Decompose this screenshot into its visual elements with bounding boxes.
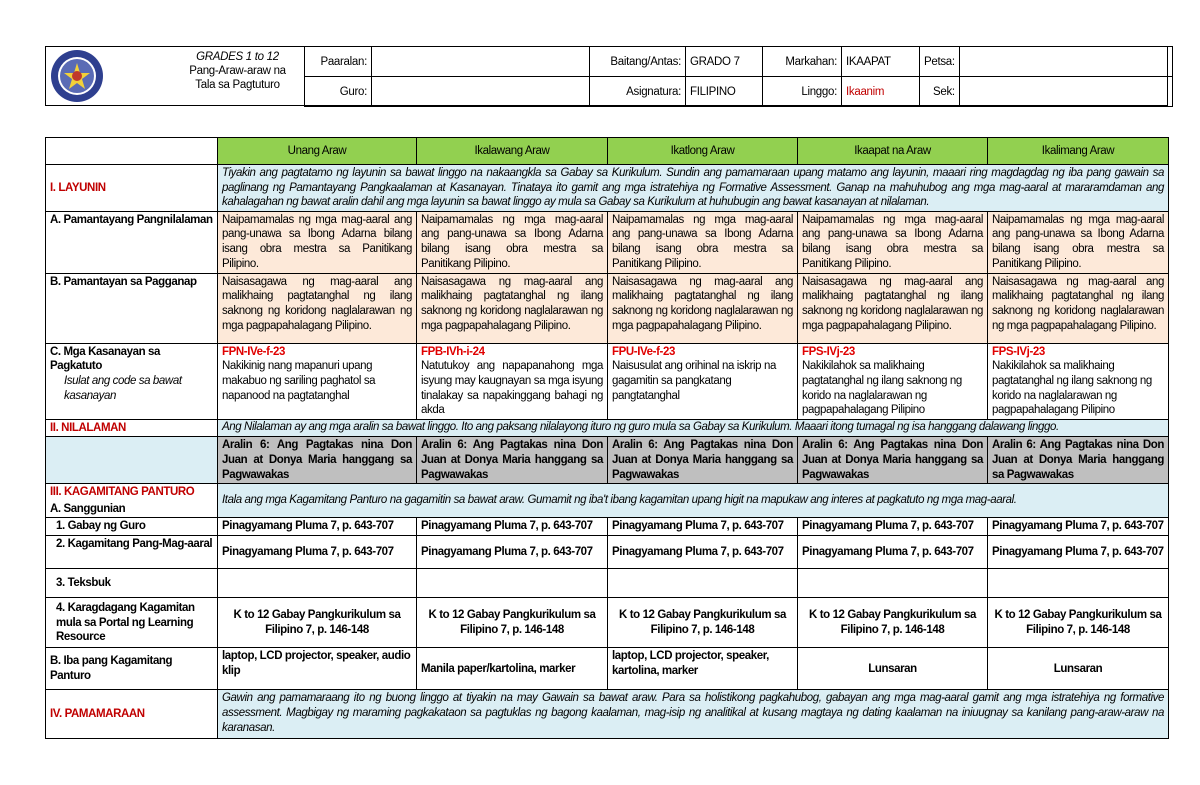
markahan-label: Markahan: <box>763 47 842 77</box>
gabay-day-2: Pinagyamang Pluma 7, p. 643-707 <box>417 518 608 536</box>
title-daily: Pang-Araw-araw na <box>189 65 286 77</box>
gabay-label: 1. Gabay ng Guro <box>46 518 218 536</box>
kasanayan-label: C. Mga Kasanayan sa Pagkatuto <box>50 345 161 373</box>
guro-field[interactable] <box>372 77 590 107</box>
day-2-header: Ikalawang Araw <box>417 138 608 165</box>
pagganap-label: B. Pamantayan sa Pagganap <box>46 273 218 343</box>
kasanayan-code: FPS-IVj-23 <box>802 345 855 358</box>
aralin-label-cell <box>46 437 218 484</box>
layunin-label: I. LAYUNIN <box>46 165 218 212</box>
gabay-day-1: Pinagyamang Pluma 7, p. 643-707 <box>218 518 417 536</box>
pangmag-label: 2. Kagamitang Pang-Mag-aaral <box>46 536 218 569</box>
pangmag-day-5: Pinagyamang Pluma 7, p. 643-707 <box>988 536 1169 569</box>
baitang-label: Baitang/Antas: <box>590 47 686 77</box>
kagamitan-text: Itala ang mga Kagamitang Panturo na gagamitin sa bawat araw. Gumamit ng iba't ibang kagamitan upang higit na mapukaw ang interes at pagkatuto ng mga mag-aaral. <box>218 484 1169 518</box>
pagganap-day-5: Naisasagawa ng mag-aaral ang malikhaing pagtatanghal ng ilang saknong ng koridong naglalarawan ng mga pagpapahalagang Pilipino. <box>988 273 1169 343</box>
kasanayan-text: Nakikinig nang mapanuri upang makabuo ng sariling paghatol sa napanood na pagtatanghal <box>222 360 376 402</box>
aralin-day-5: Aralin 6: Ang Pagtakas nina Don Juan at Donya Maria hanggang sa Pagwawakas <box>988 437 1169 484</box>
paaralan-field[interactable] <box>372 47 590 77</box>
linggo-value: Ikaanim <box>842 77 920 107</box>
nilalaman-label: II. NILALAMAN <box>46 419 218 437</box>
baitang-value: GRADO 7 <box>686 47 763 77</box>
aralin-day-4: Aralin 6: Ang Pagtakas nina Don Juan at Donya Maria hanggang sa Pagwawakas <box>798 437 988 484</box>
paaralan-label: Paaralan: <box>305 47 372 77</box>
pangmag-day-1: Pinagyamang Pluma 7, p. 643-707 <box>218 536 417 569</box>
sek-label: Sek: <box>920 77 960 107</box>
iba-day-2: Manila paper/kartolina, marker <box>417 648 608 690</box>
teksbuk-day-3 <box>608 569 798 598</box>
pangnilalaman-day-4: Naipamamalas ng mga mag-aaral ang pang-unawa sa Ibong Adarna bilang isang obra mestra sa Panitikang Pilipino. <box>798 211 988 273</box>
karagdagan-label: 4. Karagdagang Kagamitan mula sa Portal ng Learning Resource <box>46 598 218 648</box>
kasanayan-code: FPU-IVe-f-23 <box>612 345 675 358</box>
iba-day-5: Lunsaran <box>988 648 1169 690</box>
kasanayan-code: FPN-IVe-f-23 <box>222 345 285 358</box>
pangnilalaman-day-1: Naipamamalas ng mga mag-aaral ang pang-unawa sa Ibong Adarna bilang isang obra mestra sa Panitikang Pilipino. <box>218 211 417 273</box>
kasanayan-text: Nakikilahok sa malikhaing pagtatanghal ng ilang saknong ng korido na naglalarawan ng pagpapahalagang Pilipino <box>992 360 1152 417</box>
kasanayan-day-3 <box>608 343 798 419</box>
pangmag-day-2: Pinagyamang Pluma 7, p. 643-707 <box>417 536 608 569</box>
linggo-label: Linggo: <box>763 77 842 107</box>
pagganap-day-3: Naisasagawa ng mag-aaral ang malikhaing pagtatanghal ng ilang saknong ng koridong naglalarawan ng mga pagpapahalagang Pilipino. <box>608 273 798 343</box>
petsa-field[interactable] <box>959 47 1172 77</box>
aralin-day-1: Aralin 6: Ang Pagtakas nina Don Juan at Donya Maria hanggang sa Pagwawakas <box>218 437 417 484</box>
aralin-day-3: Aralin 6: Ang Pagtakas nina Don Juan at Donya Maria hanggang sa Pagwawakas <box>608 437 798 484</box>
kasanayan-day-2 <box>417 343 608 419</box>
sanggunian-label: A. Sanggunian <box>46 501 218 518</box>
lesson-table <box>45 137 1169 739</box>
deped-seal-icon <box>50 49 104 103</box>
header-title <box>150 50 325 92</box>
pangmag-day-4: Pinagyamang Pluma 7, p. 643-707 <box>798 536 988 569</box>
pagganap-day-2: Naisasagawa ng mag-aaral ang malikhaing pagtatanghal ng ilang saknong ng koridong naglalarawan ng mga pagpapahalagang Pilipino. <box>417 273 608 343</box>
teksbuk-day-2 <box>417 569 608 598</box>
asignatura-value: FILIPINO <box>686 77 763 107</box>
pagganap-day-4: Naisasagawa ng mag-aaral ang malikhaing pagtatanghal ng ilang saknong ng koridong naglalarawan ng mga pagpapahalagang Pilipino. <box>798 273 988 343</box>
pangnilalaman-day-5: Naipamamalas ng mga mag-aaral ang pang-unawa sa Ibong Adarna bilang isang obra mestra sa Panitikang Pilipino. <box>988 211 1169 273</box>
nilalaman-text: Ang Nilalaman ay ang mga aralin sa bawat linggo. Ito ang paksang nilalayong ituro ng guro mula sa Gabay sa Kurikulum. Maaari itong tumagal ng isa hanggang dalawang linggo. <box>218 419 1169 437</box>
guro-label: Guro: <box>305 77 372 107</box>
iba-day-4: Lunsaran <box>798 648 988 690</box>
kagamitan-label: III. KAGAMITANG PANTURO <box>46 484 218 501</box>
gabay-day-5: Pinagyamang Pluma 7, p. 643-707 <box>988 518 1169 536</box>
karagdagan-day-2: K to 12 Gabay Pangkurikulum sa Filipino 7, p. 146-148 <box>417 598 608 648</box>
kasanayan-code: FPS-IVj-23 <box>992 345 1045 358</box>
corner-cell <box>46 138 218 165</box>
teksbuk-day-4 <box>798 569 988 598</box>
pangnilalaman-day-3: Naipamamalas ng mga mag-aaral ang pang-unawa sa Ibong Adarna bilang isang obra mestra sa Panitikang Pilipino. <box>608 211 798 273</box>
iba-label: B. Iba pang Kagamitang Panturo <box>46 648 218 690</box>
pamamaraan-label: IV. PAMAMARAAN <box>46 690 218 739</box>
pangmag-day-3: Pinagyamang Pluma 7, p. 643-707 <box>608 536 798 569</box>
kasanayan-text: Naisusulat ang orihinal na iskrip na gagamitin sa pangkatang pangtatanghal <box>612 360 776 402</box>
sek-field[interactable] <box>959 77 1172 107</box>
title-grades: GRADES 1 to 12 <box>196 51 279 63</box>
day-1-header: Unang Araw <box>218 138 417 165</box>
teksbuk-label: 3. Teksbuk <box>46 569 218 598</box>
kasanayan-code: FPB-IVh-i-24 <box>421 345 485 358</box>
karagdagan-day-4: K to 12 Gabay Pangkurikulum sa Filipino 7, p. 146-148 <box>798 598 988 648</box>
petsa-label: Petsa: <box>920 47 960 77</box>
header-grid <box>304 46 1173 107</box>
teksbuk-day-5 <box>988 569 1169 598</box>
pagganap-day-1: Naisasagawa ng mag-aaral ang malikhaing pagtatanghal ng ilang saknong ng koridong naglalarawan ng mga pagpapahalagang Pilipino. <box>218 273 417 343</box>
kasanayan-sublabel: Isulat ang code sa bawat kasanayan <box>64 374 182 402</box>
karagdagan-day-1: K to 12 Gabay Pangkurikulum sa Filipino 7, p. 146-148 <box>218 598 417 648</box>
markahan-value: IKAAPAT <box>842 47 920 77</box>
kasanayan-text: Nakikilahok sa malikhaing pagtatanghal ng ilang saknong ng korido na naglalarawan ng pagpapahalagang Pilipino <box>802 360 962 417</box>
karagdagan-day-5: K to 12 Gabay Pangkurikulum sa Filipino 7, p. 146-148 <box>988 598 1169 648</box>
title-tala: Tala sa Pagtuturo <box>195 79 280 91</box>
kasanayan-day-1 <box>218 343 417 419</box>
iba-day-3: laptop, LCD projector, speaker, kartolina, marker <box>608 648 798 690</box>
pangnilalaman-day-2: Naipamamalas ng mga mag-aaral ang pang-unawa sa Ibong Adarna bilang isang obra mestra sa Panitikang Pilipino. <box>417 211 608 273</box>
kasanayan-day-5 <box>988 343 1169 419</box>
pangnilalaman-label: A. Pamantayang Pangnilalaman <box>46 211 218 273</box>
teksbuk-day-1 <box>218 569 417 598</box>
asignatura-label: Asignatura: <box>590 77 686 107</box>
gabay-day-3: Pinagyamang Pluma 7, p. 643-707 <box>608 518 798 536</box>
layunin-text: Tiyakin ang pagtatamo ng layunin sa bawat linggo na nakaangkla sa Gabay sa Kurikulum. Sundin ang pamamaraan upang matamo ang layunin, maaari ring magdagdag ng iba pang gawain sa paglinang ng Pamantayang Pangkaalaman at Kasanayan. Tinataya ito gamit ang mga istratehiya ng Formative Assessment. Ganap na mahuhubog ang mga mag-aaral at mararamdaman ang kahalagahan ng bawat aralin dahil ang mga layunin sa bawat linggo ay mula sa Gabay sa Kurikulum at huhubugin ang bawat kasanayan at nilalaman. <box>218 165 1169 212</box>
kasanayan-day-4 <box>798 343 988 419</box>
pamamaraan-text: Gawin ang pamamaraang ito ng buong linggo at tiyakin na may Gawain sa bawat araw. Para sa holistikong pagkahubog, gabayan ang mga mag-aaral gamit ang mga istratehiya ng formative assessment. Magbigay ng maraming pagkakataon sa pagtuklas ng bagong kaalaman, mag-isip ng analitikal at kusang magtaya ng dating kaalaman na iniuugnay sa kanilang pang-araw-araw na karanasan. <box>218 690 1169 739</box>
gabay-day-4: Pinagyamang Pluma 7, p. 643-707 <box>798 518 988 536</box>
kasanayan-label-cell <box>46 343 218 419</box>
karagdagan-day-3: K to 12 Gabay Pangkurikulum sa Filipino 7, p. 146-148 <box>608 598 798 648</box>
day-3-header: Ikatlong Araw <box>608 138 798 165</box>
aralin-day-2: Aralin 6: Ang Pagtakas nina Don Juan at Donya Maria hanggang sa Pagwawakas <box>417 437 608 484</box>
day-5-header: Ikalimang Araw <box>988 138 1169 165</box>
kasanayan-text: Natutukoy ang napapanahong mga isyung may kaugnayan sa mga isyung tinalakay sa napakinggang bahagi ng akda <box>421 360 603 417</box>
iba-day-1: laptop, LCD projector, speaker, audio klip <box>218 648 417 690</box>
day-4-header: Ikaapat na Araw <box>798 138 988 165</box>
